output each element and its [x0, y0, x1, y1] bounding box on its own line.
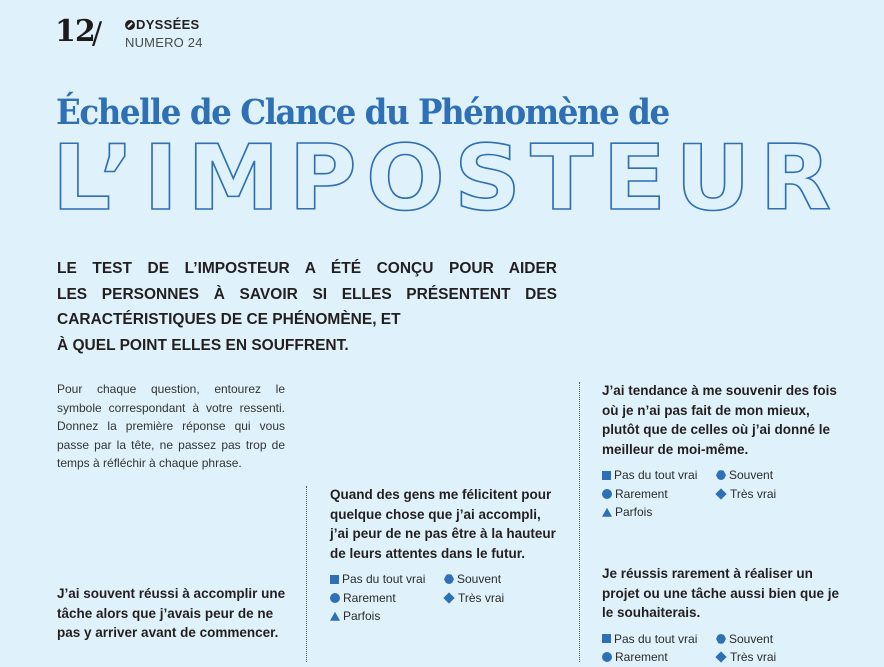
hexagon-icon — [716, 470, 726, 480]
diamond-icon — [715, 652, 726, 663]
brand-name: DYSSÉES — [136, 17, 200, 32]
answer-options — [602, 466, 842, 522]
option-tres-vrai[interactable]: Très vrai — [716, 485, 842, 504]
option-rarement[interactable]: Rarement — [330, 589, 444, 608]
lead-paragraph — [57, 256, 557, 358]
square-icon — [330, 575, 339, 584]
page-number: 12 — [55, 14, 95, 49]
triangle-icon — [602, 508, 612, 517]
answer-options — [330, 570, 560, 626]
triangle-icon — [330, 612, 340, 621]
option-souvent[interactable]: Souvent — [716, 630, 842, 649]
option-souvent[interactable]: Souvent — [716, 466, 842, 485]
option-souvent[interactable]: Souvent — [444, 570, 560, 589]
question-text: Je réussis rarement à réaliser un projet ou une tâche aussi bien que je le souhaiterais. — [602, 566, 840, 620]
column-divider — [306, 486, 307, 662]
page-number-slash: / — [92, 16, 103, 51]
question-2 — [330, 485, 560, 626]
question-text: J’ai tendance à me souvenir des fois où je n’ai pas fait de mon mieux, plutôt que de celles où j’ai donné le meilleur de moi-même. — [602, 383, 837, 457]
instructions: Pour chaque question, entourez le symbole correspondant à votre ressenti. Donnez la première réponse qui vous passe par la tête, ne passez pas trop de temps à réfléchir à chaque phrase. — [57, 382, 285, 470]
article-title: Échelle de Clance du Phénomène de — [56, 92, 669, 133]
option-tres-vrai[interactable]: Très vrai — [716, 648, 842, 667]
option-parfois[interactable]: Parfois — [602, 503, 716, 522]
option-rarement[interactable]: Rarement — [602, 485, 716, 504]
square-icon — [602, 471, 611, 480]
square-icon — [602, 634, 611, 643]
question-text: Quand des gens me félicitent pour quelque chose que j’ai accompli, j’ai peur de ne pas être à la hauteur de leurs attentes dans le futur. — [330, 487, 556, 561]
hexagon-icon — [444, 574, 454, 584]
magazine-brand — [125, 17, 200, 32]
option-pas-du-tout-vrai[interactable]: Pas du tout vrai — [602, 630, 716, 649]
circle-icon — [330, 593, 340, 603]
o-slash-logo-icon — [125, 20, 135, 30]
option-tres-vrai[interactable]: Très vrai — [444, 589, 560, 608]
option-pas-du-tout-vrai[interactable]: Pas du tout vrai — [330, 570, 444, 589]
column-divider — [579, 382, 580, 662]
lead-line: CARACTÉRISTIQUES DE CE PHÉNOMÈNE, ET — [57, 311, 401, 328]
diamond-icon — [443, 592, 454, 603]
option-pas-du-tout-vrai[interactable]: Pas du tout vrai — [602, 466, 716, 485]
circle-icon — [602, 652, 612, 662]
answer-options — [602, 630, 842, 667]
question-4 — [602, 564, 842, 667]
hexagon-icon — [716, 634, 726, 644]
lead-line: À QUEL POINT ELLES EN SOUFFRENT. — [57, 336, 349, 354]
issue-number: NUMERO 24 — [125, 35, 203, 50]
lead-line: LE TEST DE L’IMPOSTEUR A ÉTÉ CONÇU POUR AIDER — [57, 260, 557, 277]
circle-icon — [602, 489, 612, 499]
question-text: J’ai souvent réussi à accomplir une tâche alors que j’avais peur de ne pas y arriver avant de commencer. — [57, 586, 286, 640]
article-title-outline: L’IMPOSTEUR — [52, 126, 841, 231]
lead-line: LES PERSONNES À SAVOIR SI ELLES PRÉSENTENT DES — [57, 285, 557, 303]
diamond-icon — [715, 488, 726, 499]
question-1 — [57, 584, 287, 650]
option-rarement[interactable]: Rarement — [602, 648, 716, 667]
option-parfois[interactable]: Parfois — [330, 607, 444, 626]
question-3 — [602, 381, 842, 522]
